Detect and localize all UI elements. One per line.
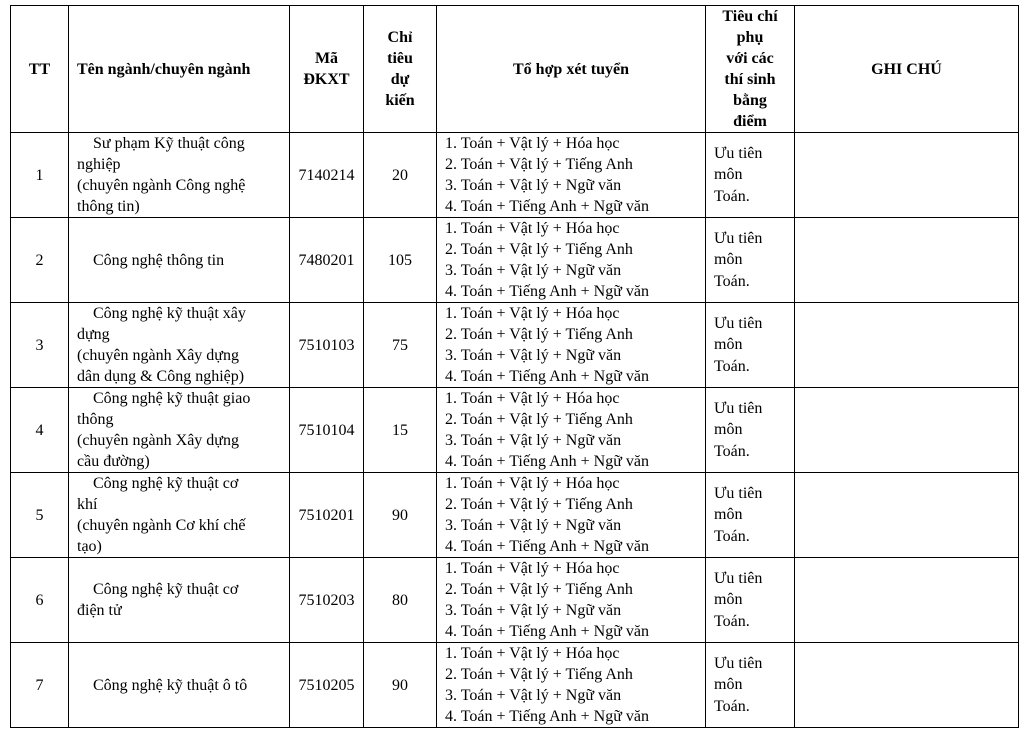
program-name-line: dựng [77,326,110,343]
secondary-criteria-line: môn [714,676,743,694]
program-quota: 80 [364,558,437,643]
subject-combination: 3. Toán + Vật lý + Ngữ văn [445,347,622,364]
subject-combinations [437,558,706,643]
program-code: 7510203 [290,558,364,643]
header-note: GHI CHÚ [795,6,1019,133]
program-name-line: cầu đường) [77,453,150,470]
header-criteria-line: bằng [733,92,767,109]
program-name-line: (chuyên ngành Xây dựng [77,347,239,364]
header-code-line: Mã [314,50,339,67]
secondary-criteria-line: Ưu tiên [714,314,763,332]
program-quota: 90 [364,643,437,728]
program-name [69,473,290,558]
secondary-criteria [706,303,795,388]
program-code: 7140214 [290,133,364,218]
subject-combination: 3. Toán + Vật lý + Ngữ văn [445,432,622,449]
program-name [69,303,290,388]
secondary-criteria [706,558,795,643]
subject-combination: 3. Toán + Vật lý + Ngữ văn [445,602,622,619]
subject-combination: 2. Toán + Vật lý + Tiếng Anh [445,666,633,683]
admission-table [10,5,1019,728]
secondary-criteria-line: Toán. [714,527,750,545]
subject-combination: 3. Toán + Vật lý + Ngữ văn [445,517,622,534]
note-cell [795,643,1019,728]
header-code [290,6,364,133]
program-name-line: Công nghệ kỹ thuật ô tô [93,676,248,694]
subject-combination: 1. Toán + Vật lý + Hóa học [445,645,620,662]
header-quota [364,6,437,133]
secondary-criteria-line: Toán. [714,612,750,630]
header-tt: TT [11,6,69,133]
program-name-line: dân dụng & Công nghiệp) [77,368,245,385]
subject-combination: 4. Toán + Tiếng Anh + Ngữ văn [445,453,649,470]
header-criteria-line: điểm [733,113,767,130]
subject-combinations [437,133,706,218]
program-name-line: tạo) [77,538,102,555]
subject-combination: 4. Toán + Tiếng Anh + Ngữ văn [445,623,649,640]
secondary-criteria-line: Ưu tiên [714,229,763,247]
program-code: 7510205 [290,643,364,728]
program-name-line: Công nghệ kỹ thuật giao [93,390,251,407]
subject-combination: 3. Toán + Vật lý + Ngữ văn [445,177,622,194]
subject-combination: 3. Toán + Vật lý + Ngữ văn [445,262,622,279]
header-quota-line: tiêu [387,50,413,67]
program-quota: 20 [364,133,437,218]
row-number: 6 [11,558,69,643]
program-quota: 15 [364,388,437,473]
note-cell [795,133,1019,218]
subject-combination: 3. Toán + Vật lý + Ngữ văn [445,687,622,704]
subject-combination: 4. Toán + Tiếng Anh + Ngữ văn [445,368,649,385]
subject-combination: 1. Toán + Vật lý + Hóa học [445,560,620,577]
subject-combination: 2. Toán + Vật lý + Tiếng Anh [445,241,633,258]
subject-combination: 4. Toán + Tiếng Anh + Ngữ văn [445,538,649,555]
program-name-line: điện tử [77,602,122,619]
secondary-criteria [706,643,795,728]
subject-combination: 1. Toán + Vật lý + Hóa học [445,475,620,492]
secondary-criteria-line: Toán. [714,697,750,715]
table-body [11,133,1019,728]
subject-combination: 1. Toán + Vật lý + Hóa học [445,220,620,237]
note-cell [795,218,1019,303]
header-code-line: ĐKXT [303,71,350,88]
row-number: 4 [11,388,69,473]
subject-combination: 4. Toán + Tiếng Anh + Ngữ văn [445,708,649,725]
program-quota: 75 [364,303,437,388]
row-number: 2 [11,218,69,303]
subject-combinations [437,388,706,473]
program-name-line: (chuyên ngành Công nghệ [77,177,246,194]
program-name [69,643,290,728]
subject-combinations [437,473,706,558]
secondary-criteria-line: Toán. [714,357,750,375]
header-quota-line: Chỉ [387,29,413,46]
secondary-criteria-line: Ưu tiên [714,484,763,502]
secondary-criteria [706,388,795,473]
subject-combination: 2. Toán + Vật lý + Tiếng Anh [445,411,633,428]
table-row [11,643,1019,728]
subject-combination: 4. Toán + Tiếng Anh + Ngữ văn [445,283,649,300]
subject-combination: 4. Toán + Tiếng Anh + Ngữ văn [445,198,649,215]
secondary-criteria-line: môn [714,336,743,354]
program-name-line: Công nghệ kỹ thuật cơ [93,475,239,492]
header-criteria-line: với các [726,50,774,67]
secondary-criteria-line: môn [714,421,743,439]
program-name [69,218,290,303]
program-name-line: Sư phạm Kỹ thuật công [93,135,245,152]
program-quota: 90 [364,473,437,558]
header-quota-line: dự [390,71,410,88]
table-row [11,133,1019,218]
header-combo: Tổ hợp xét tuyển [437,6,706,133]
secondary-criteria-line: Ưu tiên [714,144,763,162]
program-quota: 105 [364,218,437,303]
secondary-criteria [706,473,795,558]
table-row [11,218,1019,303]
secondary-criteria-line: môn [714,506,743,524]
program-name [69,558,290,643]
header-criteria [706,6,795,133]
subject-combinations [437,303,706,388]
program-code: 7510104 [290,388,364,473]
secondary-criteria-line: môn [714,166,743,184]
subject-combinations [437,218,706,303]
program-name-line: Công nghệ kỹ thuật xây [93,305,246,322]
program-name-line: (chuyên ngành Cơ khí chế [77,517,246,534]
header-criteria-line: phụ [736,29,764,46]
table-row [11,473,1019,558]
program-name-line: (chuyên ngành Xây dựng [77,432,239,449]
table-row [11,558,1019,643]
program-code: 7480201 [290,218,364,303]
program-name-line: nghiệp [77,156,121,173]
program-name [69,133,290,218]
program-name-line: khí [77,496,98,513]
secondary-criteria [706,218,795,303]
subject-combination: 1. Toán + Vật lý + Hóa học [445,305,620,322]
secondary-criteria-line: Ưu tiên [714,569,763,587]
subject-combination: 2. Toán + Vật lý + Tiếng Anh [445,326,633,343]
subject-combination: 2. Toán + Vật lý + Tiếng Anh [445,496,633,513]
secondary-criteria-line: Ưu tiên [714,654,763,672]
secondary-criteria-line: môn [714,251,743,269]
header-criteria-line: thí sinh [724,71,776,88]
secondary-criteria-line: Toán. [714,272,750,290]
subject-combination: 1. Toán + Vật lý + Hóa học [445,390,620,407]
program-name-line: thông tin) [77,198,140,215]
header-criteria-line: Tiêu chí [722,8,778,25]
program-code: 7510103 [290,303,364,388]
header-row [11,6,1019,133]
secondary-criteria-line: Toán. [714,187,750,205]
header-name: Tên ngành/chuyên ngành [69,6,290,133]
subject-combination: 1. Toán + Vật lý + Hóa học [445,135,620,152]
secondary-criteria-line: Toán. [714,442,750,460]
subject-combination: 2. Toán + Vật lý + Tiếng Anh [445,581,633,598]
secondary-criteria [706,133,795,218]
row-number: 3 [11,303,69,388]
subject-combination: 2. Toán + Vật lý + Tiếng Anh [445,156,633,173]
note-cell [795,558,1019,643]
subject-combinations [437,643,706,728]
row-number: 7 [11,643,69,728]
program-name-line: Công nghệ kỹ thuật cơ [93,581,239,598]
note-cell [795,303,1019,388]
table-row [11,388,1019,473]
secondary-criteria-line: Ưu tiên [714,399,763,417]
table-row [11,303,1019,388]
row-number: 1 [11,133,69,218]
program-code: 7510201 [290,473,364,558]
program-name [69,388,290,473]
row-number: 5 [11,473,69,558]
note-cell [795,388,1019,473]
header-quota-line: kiến [385,92,415,109]
secondary-criteria-line: môn [714,591,743,609]
note-cell [795,473,1019,558]
program-name-line: thông [77,411,114,428]
program-name-line: Công nghệ thông tin [93,251,225,269]
